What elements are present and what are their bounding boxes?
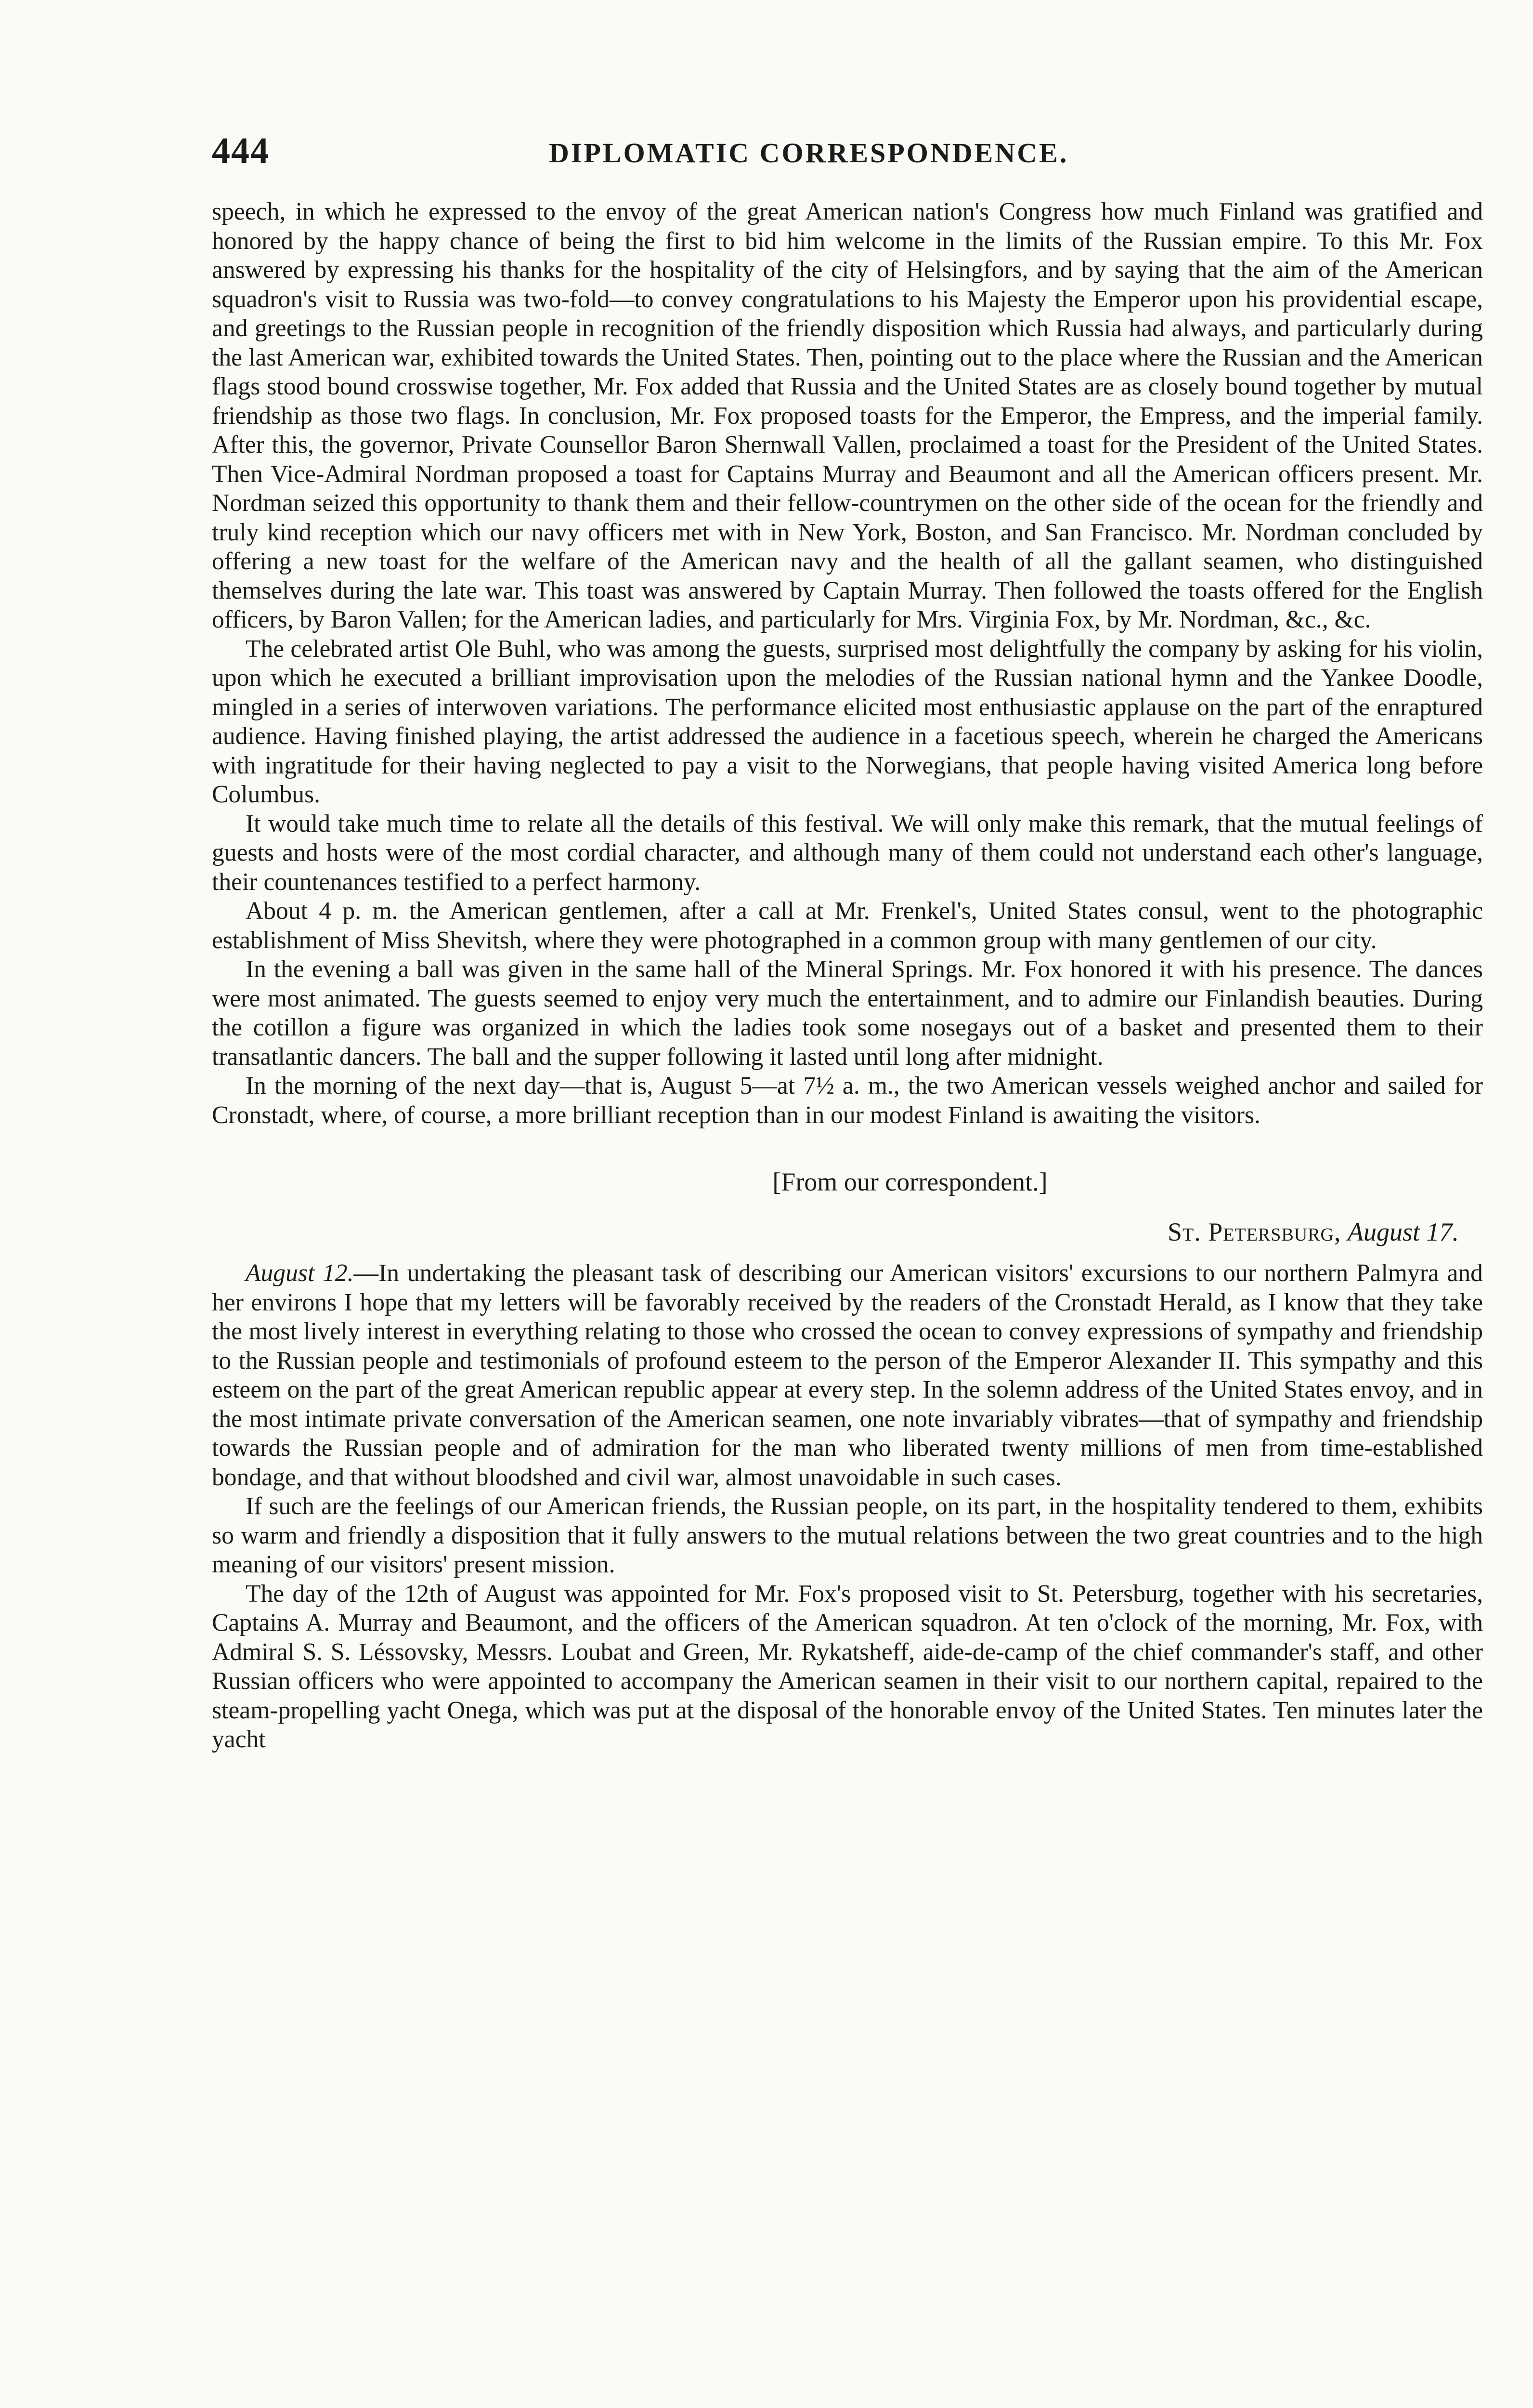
- running-head: DIPLOMATIC CORRESPONDENCE.: [549, 137, 1069, 169]
- paragraph-ball: In the evening a ball was given in the same hall of the Mineral Springs. Mr. Fox honored it with his presence. The dances were most animated. The guests seemed to enjoy very much the entertainment, and to admire our Finlandish beauties. During the cotillon a figure was organized in which the ladies took some nosegays out of a basket and presented them to their transatlantic dancers. The ball and the supper following it lasted until long after midnight.: [212, 955, 1483, 1071]
- dateline-place: St. Petersburg,: [1168, 1217, 1341, 1246]
- source-note: [From our correspondent.]: [772, 1167, 1048, 1196]
- paragraph-august-12: [212, 1259, 1483, 1492]
- paragraph-departure: In the morning of the next day—that is, August 5—at 7½ a. m., the two American vessels weighed anchor and sailed for Cronstadt, where, of course, a more brilliant reception than in our modest Finland is awaiting the visitors.: [212, 1072, 1483, 1129]
- entry-date: August 12.: [246, 1259, 354, 1287]
- paragraph-ole-buhl: The celebrated artist Ole Buhl, who was among the guests, surprised most delightfully the company by asking for his violin, upon which he executed a brilliant improvisation upon the melodies of the Russian national hymn and the Yankee Doodle, mingled in a series of interwoven variations. The performance elicited most enthusiastic applause on the part of the enraptured audience. Having finished playing, the artist addressed the audience in a facetious speech, wherein he charged the Americans with ingratitude for their having neglected to pay a visit to the Norwegians, that people having visited America long before Columbus.: [212, 635, 1483, 808]
- page-header: [212, 130, 1483, 183]
- paragraph-visit-plan: The day of the 12th of August was appointed for Mr. Fox's proposed visit to St. Petersburg, together with his secretaries, Captains A. Murray and Beaumont, and the officers of the American squadron. At ten o'clock of the morning, Mr. Fox, with Admiral S. S. Léssovsky, Messrs. Loubat and Green, Mr. Rykatsheff, aide-de-camp of the chief commander's staff, and other Russian officers who were appointed to accompany the American seamen in their visit to our northern capital, repaired to the steam-propelling yacht Onega, which was put at the disposal of the honorable envoy of the United States. Ten minutes later the yacht: [212, 1580, 1483, 1753]
- paragraph-festival-details: It would take much time to relate all the details of this festival. We will only make this remark, that the mutual feelings of guests and hosts were of the most cordial character, and although many of them could not understand each other's language, their countenances testified to a perfect harmony.: [212, 810, 1483, 896]
- document-page: [212, 130, 1483, 1754]
- paragraph-photograph: About 4 p. m. the American gentlemen, after a call at Mr. Frenkel's, United States consul, went to the photographic establishment of Miss Shevitsh, where they were photographed in a common group with many gentlemen of our city.: [212, 897, 1483, 954]
- body-text: [212, 197, 1483, 1754]
- page-number: 444: [212, 131, 270, 171]
- dateline-date: August 17.: [1347, 1217, 1459, 1246]
- paragraph-toasts: speech, in which he expressed to the envoy of the great American nation's Congress how much Finland was gratified and honored by the happy chance of being the first to bid him welcome in the limits of the Russian empire. To this Mr. Fox answered by expressing his thanks for the hospitality of the city of Helsingfors, and by saying that the aim of the American squadron's visit to Russia was two-fold—to convey congratulations to his Majesty the Emperor upon his providential escape, and greetings to the Russian people in recognition of the friendly disposition which Russia had always, and particularly during the last American war, exhibited towards the United States. Then, pointing out to the place where the Russian and the American flags stood bound crosswise together, Mr. Fox added that Russia and the United States are as closely bound together by mutual friendship as those two flags. In conclusion, Mr. Fox proposed toasts for the Emperor, the Empress, and the imperial family. After this, the governor, Private Counsellor Baron Shernwall Vallen, proclaimed a toast for the President of the United States. Then Vice-Admiral Nordman proposed a toast for Captains Murray and Beaumont and all the American officers present. Mr. Nordman seized this opportunity to thank them and their fellow-countrymen on the other side of the ocean for the friendly and truly kind reception which our navy officers met with in New York, Boston, and San Francisco. Mr. Nordman concluded by offering a new toast for the welfare of the American navy and the health of all the gallant seamen, who distinguished themselves during the late war. This toast was answered by Captain Murray. Then followed the toasts offered for the English officers, by Baron Vallen; for the American ladies, and particularly for Mrs. Virginia Fox, by Mr. Nordman, &c., &c.: [212, 198, 1483, 633]
- paragraph-feelings: If such are the feelings of our American friends, the Russian people, on its part, in the hospitality tendered to them, exhibits so warm and friendly a disposition that it fully answers to the mutual relations between the two great countries and to the high meaning of our visitors' present mission.: [212, 1492, 1483, 1578]
- paragraph-august-12-text: —In undertaking the pleasant task of describing our American visitors' excursions to our northern Palmyra and her environs I hope that my letters will be favorably received by the readers of the Cronstadt Herald, as I know that they take the most lively interest in everything relating to those who crossed the ocean to convey expressions of sympathy and friendship to the Russian people and testimonials of profound esteem to the person of the Emperor Alexander II. This sympathy and this esteem on the part of the great American republic appear at every step. In the solemn address of the United States envoy, and in the most intimate private conversation of the American seamen, one note invariably vibrates—that of sympathy and friendship towards the Russian people and of admiration for the man who liberated twenty millions of men from time-established bondage, and that without bloodshed and civil war, almost unavoidable in such cases.: [212, 1259, 1483, 1491]
- dateline: [212, 1217, 1483, 1246]
